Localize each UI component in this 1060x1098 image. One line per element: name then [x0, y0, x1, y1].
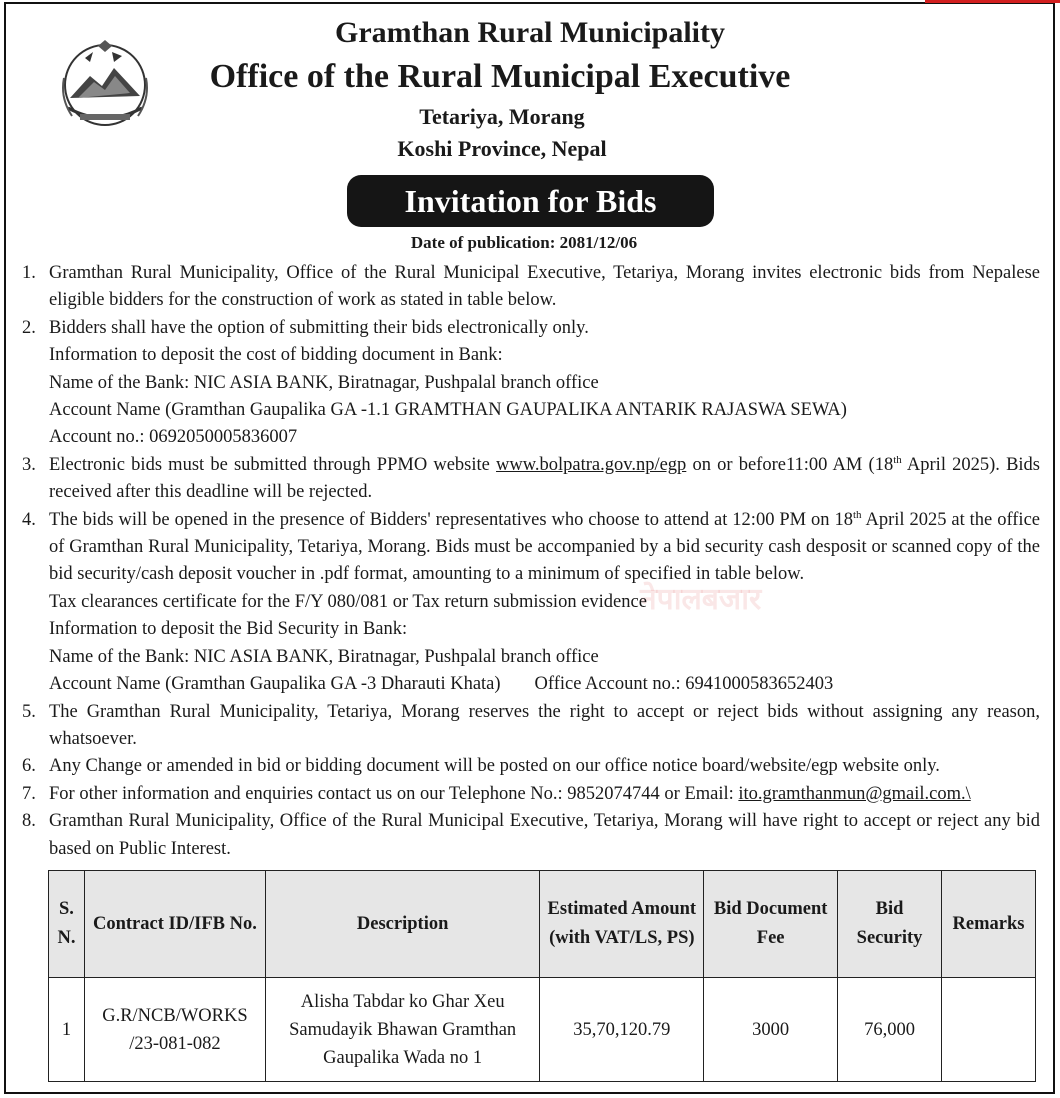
cell-estimated-amount: 35,70,120.79	[540, 978, 704, 1082]
item-number: 8.	[22, 811, 36, 832]
bank-name: Name of the Bank: NIC ASIA BANK, Biratnagar, Pushpalal branch office	[49, 372, 599, 393]
cell-bid-security: 76,000	[838, 978, 942, 1082]
item-number: 6.	[22, 756, 36, 777]
municipality-name: Gramthan Rural Municipality	[334, 16, 725, 49]
ppmo-website-link[interactable]: www.bolpatra.gov.np/egp	[496, 454, 687, 475]
list-item	[22, 808, 1040, 863]
office-name: Office of the Rural Municipal Executive	[209, 58, 791, 95]
email-link[interactable]: ito.gramthanmun@gmail.com.\	[738, 783, 971, 804]
corner-mark	[925, 0, 1060, 3]
address-line-2: Koshi Province, Nepal	[397, 136, 607, 161]
list-item	[22, 315, 1040, 452]
publication-date: Date of publication: 2081/12/06	[410, 233, 638, 252]
item-number: 7.	[22, 783, 36, 804]
bid-table	[48, 870, 1036, 1082]
item-text: For other information and enquiries contact us on our Telephone No.: 9852074744 or Email: ito.gramthanmun@gmail.com.\	[49, 783, 971, 804]
item-number: 4.	[22, 509, 36, 530]
item-text: Gramthan Rural Municipality, Office of the Rural Municipal Executive, Tetariya, Morang will have right to accept or reject any bid based on Public Interest.	[49, 811, 1040, 859]
col-header-description: Description	[265, 871, 540, 978]
list-item	[22, 753, 1040, 780]
item-number: 1.	[22, 263, 36, 283]
list-item	[22, 452, 1040, 507]
item-number: 2.	[22, 317, 36, 338]
tax-clearance-text: Tax clearances certificate for the F/Y 080/081 or Tax return submission evidence	[49, 591, 647, 612]
col-header-sn: S. N.	[49, 871, 85, 978]
account-name: Account Name (Gramthan Gaupalika GA -1.1 GRAMTHAN GAUPALIKA ANTARIK RAJASWA SEWA)	[49, 400, 847, 421]
item-number: 3.	[22, 454, 36, 475]
cell-bid-document-fee: 3000	[704, 978, 838, 1082]
table-row	[49, 978, 1036, 1082]
item-text: Gramthan Rural Municipality, Office of the Rural Municipal Executive, Tetariya, Morang invites electronic bids from Nepalese eligible bidders for the construction of work as stated in table below.	[49, 263, 1040, 311]
notice-title: Invitation for Bids	[347, 175, 714, 227]
col-header-bid-document-fee: Bid Document Fee	[704, 871, 838, 978]
cell-contract-id: G.R/NCB/WORKS /23-081-082	[84, 978, 265, 1082]
col-header-estimated-amount: Estimated Amount (with VAT/LS, PS)	[540, 871, 704, 978]
bank-info-heading: Information to deposit the cost of bidding document in Bank:	[49, 345, 503, 366]
list-item	[22, 781, 1040, 808]
watermark: नेपालबजार	[640, 582, 762, 617]
col-header-bid-security: Bid Security	[838, 871, 942, 978]
account-number: Account no.: 0692050005836007	[49, 427, 298, 448]
col-header-contract-id: Contract ID/IFB No.	[84, 871, 265, 978]
cell-remarks	[942, 978, 1036, 1082]
list-item	[22, 507, 1040, 699]
bid-security-heading: Information to deposit the Bid Security in Bank:	[49, 619, 408, 640]
cell-sn: 1	[49, 978, 85, 1082]
item-text: Any Change or amended in bid or bidding document will be posted on our office notice board/website/egp website only.	[49, 756, 940, 777]
notice-body	[22, 260, 1040, 863]
address-line-1: Tetariya, Morang	[419, 104, 585, 129]
table-header-row	[49, 871, 1036, 978]
item-text: Electronic bids must be submitted through PPMO website www.bolpatra.gov.np/egp on or before11:00 AM (18th April 2025). Bids received after this deadline will be rejected.	[49, 453, 1041, 503]
cell-description: Alisha Tabdar ko Ghar Xeu Samudayik Bhawan Gramthan Gaupalika Wada no 1	[265, 978, 540, 1082]
item-text: The Gramthan Rural Municipality, Tetariya, Morang reserves the right to accept or reject bids without assigning any reason, whatsoever.	[49, 701, 1040, 749]
list-item	[22, 699, 1040, 754]
item-number: 5.	[22, 701, 36, 722]
account-line: Account Name (Gramthan Gaupalika GA -3 Dharauti Khata) Office Account no.: 6941000583652403	[49, 674, 834, 695]
item-text: The bids will be opened in the presence of Bidders' representatives who choose to attend at 12:00 PM on 18th April 2025 at the office of Gramthan Rural Municipality, Tetariya, Morang. Bids must be accompanied by a bid security cash desposit or scanned copy of the bid security/cash deposit voucher in .pdf format, amounting to a minimum of specified in table below.	[49, 508, 1040, 585]
item-text: Bidders shall have the option of submitting their bids electronically only.	[49, 317, 589, 338]
list-item	[22, 260, 1040, 315]
col-header-remarks: Remarks	[942, 871, 1036, 978]
bank-name: Name of the Bank: NIC ASIA BANK, Biratnagar, Pushpalal branch office	[49, 646, 599, 667]
